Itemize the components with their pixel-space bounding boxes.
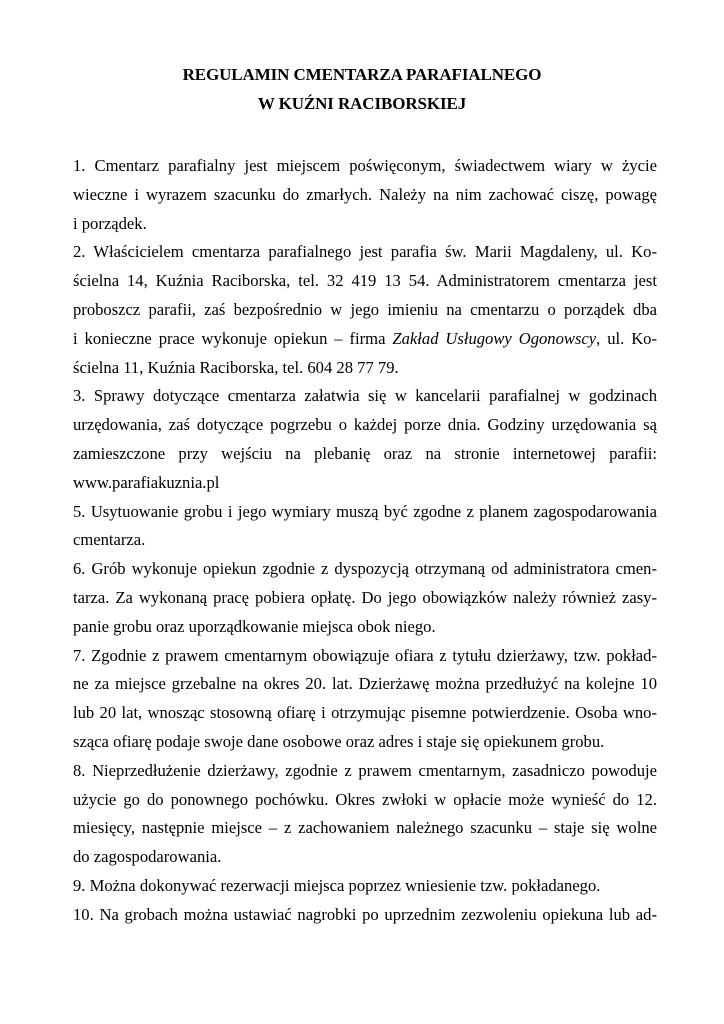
text-line: 7. Zgodnie z prawem cmentarnym obowiązuje ofiara z tytułu dzierżawy, tzw. pokład- bbox=[73, 645, 657, 665]
text-line: 8. Nieprzedłużenie dzierżawy, zgodnie z prawem cmentarnym, zasadniczo powoduje bbox=[73, 760, 657, 780]
text-line: proboszcz parafii, zaś bezpośrednio w jego imieniu na cmentarzu o porządek dba bbox=[73, 299, 657, 319]
text-line: zamieszczone przy wejściu na plebanię oraz na stronie internetowej parafii: bbox=[73, 443, 657, 463]
text-line: lub 20 lat, wnosząc stosowną ofiarę i otrzymując pisemne potwierdzenie. Osoba wno- bbox=[73, 703, 657, 723]
text-line: ścielna 11, Kuźnia Raciborska, tel. 604 28 77 79. bbox=[73, 357, 399, 377]
text-line: wieczne i wyrazem szacunku do zmarłych. Należy na nim zachować ciszę, powagę bbox=[73, 184, 657, 204]
company-name: Zakład Usługowy Ogonowscy bbox=[392, 328, 597, 348]
text-line: 1. Cmentarz parafialny jest miejscem poświęconym, świadectwem wiary w życie bbox=[73, 156, 657, 175]
text-line: miesięcy, następnie miejsce – z zachowaniem należnego szacunku – staje się wolne bbox=[73, 818, 657, 838]
document-title-line-1: REGULAMIN CMENTARZA PARAFIALNEGO bbox=[182, 65, 542, 84]
text-line: www.parafiakuznia.pl bbox=[73, 472, 220, 492]
text-line: ścielna 14, Kuźnia Raciborska, tel. 32 419 13 54. Administratorem cmentarza jest bbox=[73, 271, 657, 291]
text-line: użycie go do ponownego pochówku. Okres zwłoki w opłacie może wynieść do 12. bbox=[73, 789, 657, 809]
text-segment: , ul. Ko- bbox=[596, 328, 657, 348]
text-line: do zagospodarowania. bbox=[73, 847, 222, 867]
regulations-body bbox=[73, 152, 657, 930]
text-line: 2. Właścicielem cmentarza parafialnego jest parafia św. Marii Magdaleny, ul. Ko- bbox=[73, 242, 657, 262]
text-line: tarza. Za wykonaną pracę pobiera opłatę. Do jego obowiązków należy również zasy- bbox=[73, 587, 657, 607]
text-line: cmentarza. bbox=[73, 530, 146, 550]
text-line bbox=[73, 325, 657, 354]
text-line: sząca ofiarę podaje swoje dane osobowe oraz adres i staje się opiekunem grobu. bbox=[73, 731, 605, 751]
text-line: i porządek. bbox=[73, 213, 147, 233]
text-line: 5. Usytuowanie grobu i jego wymiary muszą być zgodne z planem zagospodarowania bbox=[73, 501, 657, 521]
text-line: ne za miejsce grzebalne na okres 20. lat. Dzierżawę można przedłużyć na kolejne 10 bbox=[73, 674, 657, 694]
text-line: 9. Można dokonywać rezerwacji miejsca poprzez wniesienie tzw. pokładanego. bbox=[73, 875, 601, 895]
text-line: 3. Sprawy dotyczące cmentarza załatwia się w kancelarii parafialnej w godzinach bbox=[73, 386, 657, 406]
text-line: 6. Grób wykonuje opiekun zgodnie z dyspozycją otrzymaną od administratora cmen- bbox=[73, 559, 657, 579]
text-line: urzędowania, zaś dotyczące pogrzebu o każdej porze dnia. Godziny urzędowania są bbox=[73, 415, 657, 435]
text-line: panie grobu oraz uporządkowanie miejsca obok niego. bbox=[73, 616, 436, 636]
text-line: 10. Na grobach można ustawiać nagrobki po uprzednim zezwoleniu opiekuna lub ad- bbox=[73, 904, 657, 924]
document-title-line-2: W KUŹNI RACIBORSKIEJ bbox=[257, 94, 467, 113]
text-segment: i konieczne prace wykonuje opiekun – firma bbox=[73, 328, 393, 348]
